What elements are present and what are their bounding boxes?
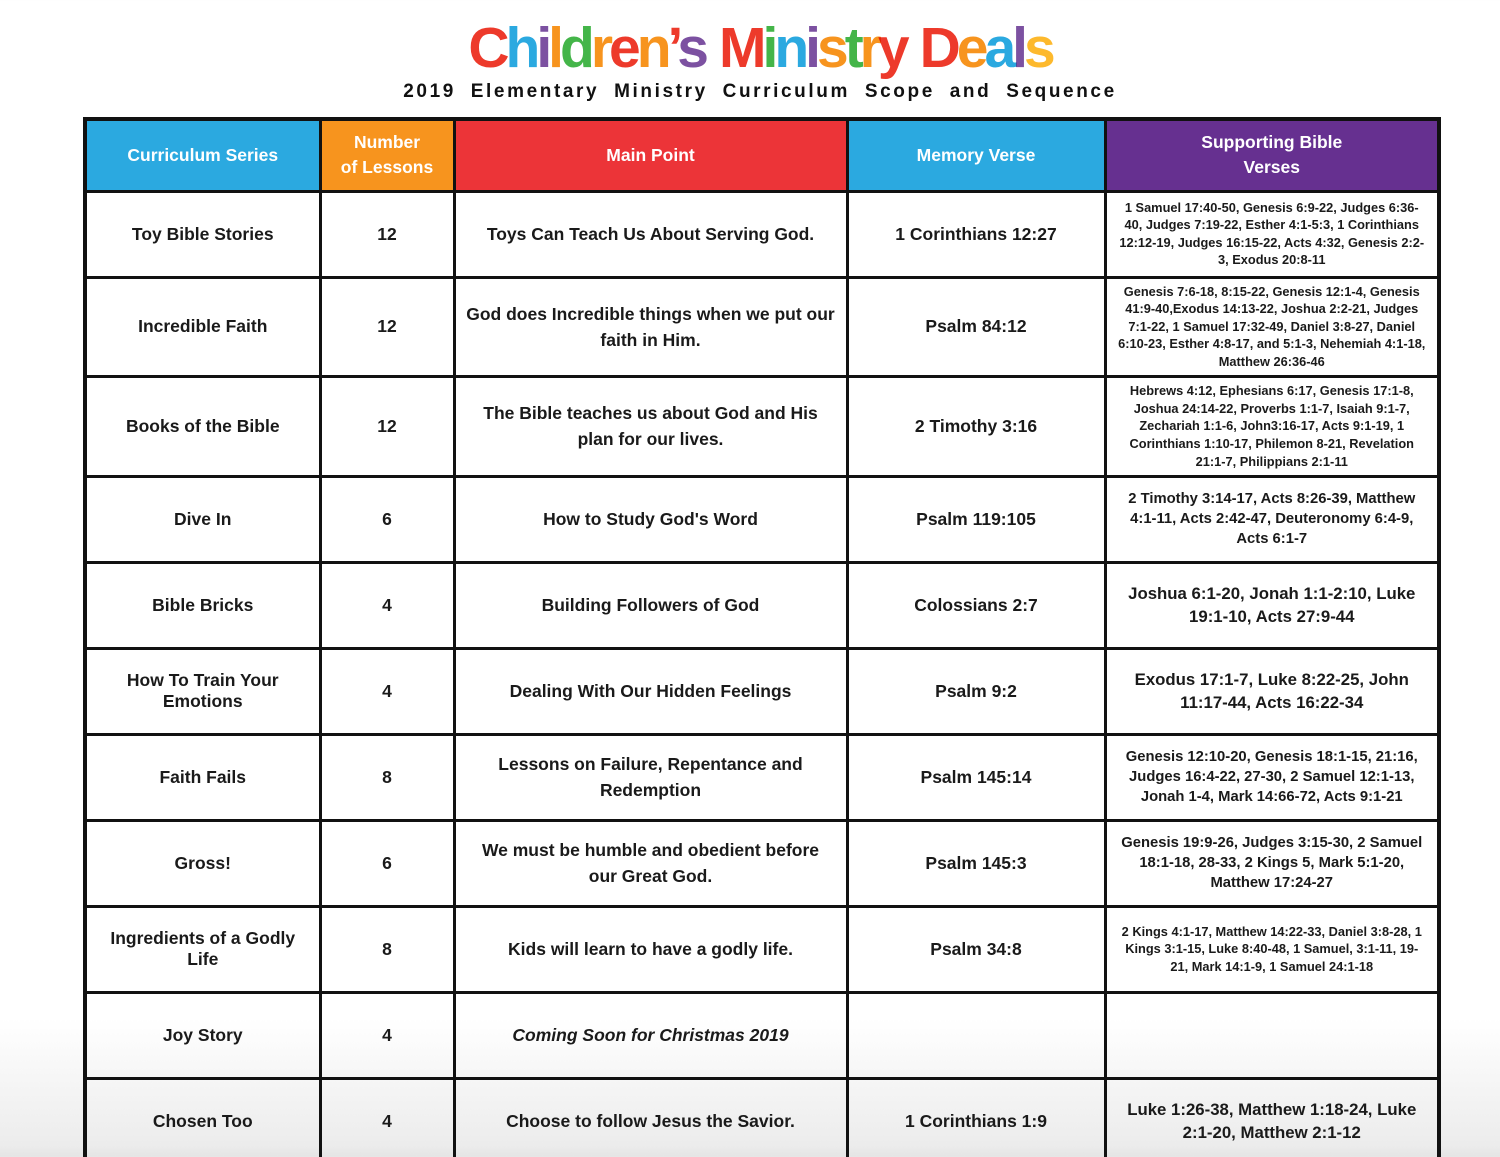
lessons-count: 8 — [382, 766, 392, 787]
table-row — [85, 992, 1439, 1078]
logo-letter: n — [774, 16, 806, 80]
logo-letter: h — [505, 16, 537, 80]
memory-verse-text: Psalm 34:8 — [930, 938, 1022, 959]
logo-letter: e — [956, 16, 985, 80]
logo-letter: C — [468, 16, 506, 80]
cell-number-of-lessons — [320, 648, 454, 734]
series-name: Faith Fails — [159, 766, 247, 787]
logo-letter: a — [984, 16, 1013, 80]
supporting-verses-text: Joshua 6:1-20, Jonah 1:1-2:10, Luke 19:1-10, Acts 27:9-44 — [1128, 584, 1416, 627]
memory-verse-text: 1 Corinthians 12:27 — [895, 223, 1057, 244]
logo-letter: i — [805, 16, 817, 80]
logo-letter: i — [536, 16, 549, 80]
cell-curriculum-series — [85, 1078, 320, 1157]
logo-letter: s — [677, 16, 705, 80]
table-row — [85, 191, 1439, 277]
cell-memory-verse — [847, 277, 1105, 377]
series-name: Ingredients of a Godly Life — [110, 928, 296, 970]
lessons-count: 8 — [382, 938, 392, 959]
cell-supporting-verses — [1105, 191, 1439, 277]
cell-curriculum-series — [85, 648, 320, 734]
column-header-label: Memory Verse — [916, 144, 1036, 165]
series-name: Gross! — [174, 852, 231, 873]
cell-main-point — [454, 562, 847, 648]
logo-letter: D — [919, 16, 957, 80]
lessons-count: 12 — [377, 316, 397, 337]
supporting-verses-text: 2 Timothy 3:14-17, Acts 8:26-39, Matthew 4:1-11, Acts 2:42-47, Deuteronomy 6:4-9, Acts 6:1-7 — [1128, 490, 1416, 548]
cell-supporting-verses — [1105, 734, 1439, 820]
column-header-memory-verse — [847, 119, 1105, 191]
cell-curriculum-series — [85, 992, 320, 1078]
cell-main-point — [454, 191, 847, 277]
main-point-text: We must be humble and obedient before our Great God. — [481, 840, 820, 887]
logo-letter: d — [560, 16, 591, 80]
memory-verse-text: Colossians 2:7 — [914, 594, 1038, 615]
logo-letter: s — [816, 16, 845, 80]
cell-memory-verse — [847, 734, 1105, 820]
cell-number-of-lessons — [320, 562, 454, 648]
supporting-verses-text: 1 Samuel 17:40-50, Genesis 6:9-22, Judges 6:36-40, Judges 7:19-22, Esther 4:1-5:3, 1 Corinthians 12:12-19, Judges 16:15-22, Acts 4:32, Genesis 2:2-3, Exodus 20:8-11 — [1119, 199, 1425, 268]
cell-number-of-lessons — [320, 906, 454, 992]
lessons-count: 12 — [377, 223, 397, 244]
page — [83, 0, 1437, 1157]
cell-memory-verse — [847, 562, 1105, 648]
logo-letter: r — [590, 16, 610, 80]
memory-verse-text: Psalm 119:105 — [916, 508, 1036, 529]
lessons-count: 4 — [382, 680, 392, 701]
cell-curriculum-series — [85, 377, 320, 477]
series-name: Bible Bricks — [152, 594, 254, 615]
cell-number-of-lessons — [320, 377, 454, 477]
cell-memory-verse — [847, 906, 1105, 992]
main-point-text: Kids will learn to have a godly life. — [508, 939, 793, 960]
series-name: Joy Story — [162, 1024, 243, 1045]
logo-letter: ’ — [667, 16, 678, 80]
series-name: Toy Bible Stories — [131, 223, 274, 244]
logo-letter: n — [636, 16, 668, 80]
curriculum-table — [83, 117, 1441, 1157]
page-subtitle: 2019 Elementary Ministry Curriculum Scope and Sequence — [403, 81, 1117, 102]
cell-number-of-lessons — [320, 277, 454, 377]
table-row — [85, 476, 1439, 562]
cell-main-point — [454, 1078, 847, 1157]
main-point-text: How to Study God's Word — [543, 509, 758, 530]
main-point-text: Building Followers of God — [541, 595, 760, 616]
logo-letter: M — [718, 16, 763, 80]
series-name: Dive In — [174, 508, 232, 529]
cell-curriculum-series — [85, 562, 320, 648]
lessons-count: 6 — [382, 508, 392, 529]
cell-memory-verse — [847, 1078, 1105, 1157]
cell-supporting-verses — [1105, 277, 1439, 377]
column-header-label: Curriculum Series — [127, 144, 279, 165]
logo-letter: i — [762, 16, 775, 80]
column-header-label: Main Point — [606, 144, 695, 165]
main-point-text: Dealing With Our Hidden Feelings — [509, 681, 792, 702]
cell-curriculum-series — [85, 191, 320, 277]
cell-memory-verse — [847, 377, 1105, 477]
supporting-verses-text: Luke 1:26-38, Matthew 1:18-24, Luke 2:1-20, Matthew 2:1-12 — [1127, 1099, 1417, 1142]
cell-supporting-verses — [1105, 992, 1439, 1078]
cell-number-of-lessons — [320, 476, 454, 562]
cell-main-point — [454, 476, 847, 562]
cell-supporting-verses — [1105, 906, 1439, 992]
cell-number-of-lessons — [320, 820, 454, 906]
supporting-verses-text: Genesis 7:6-18, 8:15-22, Genesis 12:1-4, Genesis 41:9-40,Exodus 14:13-22, Joshua 2:2-21, Judges 7:1-22, 1 Samuel 17:32-49, Daniel 3:8-27, Daniel 6:10-23, Esther 4:8-17, and 5:1-3, Nehemiah 4:1-18, Matthew 26:36-46 — [1118, 283, 1426, 370]
cell-number-of-lessons — [320, 1078, 454, 1157]
column-header-label: Supporting Bible Verses — [1201, 131, 1343, 178]
column-header-number-of-lessons — [320, 119, 454, 191]
column-header-main-point — [454, 119, 847, 191]
main-point-text: Choose to follow Jesus the Savior. — [506, 1110, 795, 1131]
cell-supporting-verses — [1105, 562, 1439, 648]
table-row — [85, 562, 1439, 648]
series-name: How To Train Your Emotions — [126, 670, 279, 712]
main-point-text: Toys Can Teach Us About Serving God. — [486, 223, 815, 244]
table-header-row — [85, 119, 1439, 191]
cell-curriculum-series — [85, 734, 320, 820]
cell-main-point — [454, 377, 847, 477]
cell-main-point — [454, 906, 847, 992]
cell-main-point — [454, 820, 847, 906]
cell-main-point — [454, 734, 847, 820]
cell-curriculum-series — [85, 277, 320, 377]
column-header-supporting-bible-verses — [1105, 119, 1439, 191]
cell-supporting-verses — [1105, 1078, 1439, 1157]
cell-main-point — [454, 648, 847, 734]
series-name: Chosen Too — [152, 1110, 253, 1131]
memory-verse-text: 2 Timothy 3:16 — [914, 415, 1038, 436]
logo-letter: e — [609, 16, 637, 80]
cell-number-of-lessons — [320, 992, 454, 1078]
lessons-count: 4 — [382, 594, 392, 615]
logo-letter: s — [1023, 16, 1052, 80]
cell-number-of-lessons — [320, 734, 454, 820]
supporting-verses-text: 2 Kings 4:1-17, Matthew 14:22-33, Daniel 3:8-28, 1 Kings 3:1-15, Luke 8:40-48, 1 Samuel, 3:1-11, 19-21, Mark 14:1-9, 1 Samuel 24:1-18 — [1121, 923, 1422, 974]
cell-supporting-verses — [1105, 648, 1439, 734]
table-row — [85, 277, 1439, 377]
main-point-text: God does Incredible things when we put our faith in Him. — [466, 303, 835, 350]
logo-letter: l — [548, 16, 560, 80]
table-row — [85, 648, 1439, 734]
cell-memory-verse — [847, 476, 1105, 562]
series-name: Incredible Faith — [138, 316, 268, 337]
lessons-count: 4 — [382, 1024, 392, 1045]
lessons-count: 6 — [382, 852, 392, 873]
table-row — [85, 1078, 1439, 1157]
cell-memory-verse — [847, 992, 1105, 1078]
masthead — [83, 0, 1437, 103]
cell-curriculum-series — [85, 476, 320, 562]
cell-main-point — [454, 992, 847, 1078]
supporting-verses-text: Genesis 19:9-26, Judges 3:15-30, 2 Samuel 18:1-18, 28-33, 2 Kings 5, Mark 5:1-20, Matthew 17:24-27 — [1121, 834, 1423, 892]
table-row — [85, 820, 1439, 906]
lessons-count: 4 — [382, 1110, 392, 1131]
logo-letter: t — [844, 16, 860, 80]
main-point-text: Coming Soon for Christmas 2019 — [512, 1025, 789, 1046]
logo-letter: r — [859, 16, 878, 80]
cell-main-point — [454, 277, 847, 377]
cell-curriculum-series — [85, 820, 320, 906]
cell-memory-verse — [847, 191, 1105, 277]
cell-curriculum-series — [85, 906, 320, 992]
cell-memory-verse — [847, 820, 1105, 906]
series-name: Books of the Bible — [125, 415, 280, 436]
memory-verse-text: Psalm 145:14 — [920, 766, 1032, 787]
main-point-text: The Bible teaches us about God and His plan for our lives. — [483, 403, 818, 450]
logo-letter: l — [1012, 16, 1024, 80]
table-row — [85, 734, 1439, 820]
cell-supporting-verses — [1105, 377, 1439, 477]
memory-verse-text: Psalm 9:2 — [935, 680, 1017, 701]
column-header-label: Number of Lessons — [340, 131, 434, 178]
cell-memory-verse — [847, 648, 1105, 734]
logo-letter: y — [877, 16, 906, 80]
cell-supporting-verses — [1105, 476, 1439, 562]
memory-verse-text: Psalm 84:12 — [925, 316, 1027, 337]
supporting-verses-text: Exodus 17:1-7, Luke 8:22-25, John 11:17-44, Acts 16:22-34 — [1134, 670, 1409, 713]
table-body — [85, 191, 1439, 1157]
supporting-verses-text: Genesis 12:10-20, Genesis 18:1-15, 21:16, Judges 16:4-22, 27-30, 2 Samuel 12:1-13, Jonah 1-4, Mark 14:66-72, Acts 9:1-21 — [1125, 748, 1418, 806]
table-row — [85, 906, 1439, 992]
lessons-count: 12 — [377, 415, 397, 436]
memory-verse-text: Psalm 145:3 — [925, 852, 1027, 873]
cell-number-of-lessons — [320, 191, 454, 277]
table-row — [85, 377, 1439, 477]
logo — [83, 16, 1437, 80]
memory-verse-text: 1 Corinthians 1:9 — [905, 1110, 1047, 1131]
column-header-curriculum-series — [85, 119, 320, 191]
main-point-text: Lessons on Failure, Repentance and Redemption — [498, 754, 803, 801]
supporting-verses-text: Hebrews 4:12, Ephesians 6:17, Genesis 17:1-8, Joshua 24:14-22, Proverbs 1:1-7, Isaiah 9:1-7, Zechariah 1:1-6, John3:16-17, Acts 9:1-19, 1 Corinthians 1:10-17, Philemon 8-21, Revelation 21:1-7, Philippians 2:1-11 — [1129, 383, 1414, 469]
cell-supporting-verses — [1105, 820, 1439, 906]
